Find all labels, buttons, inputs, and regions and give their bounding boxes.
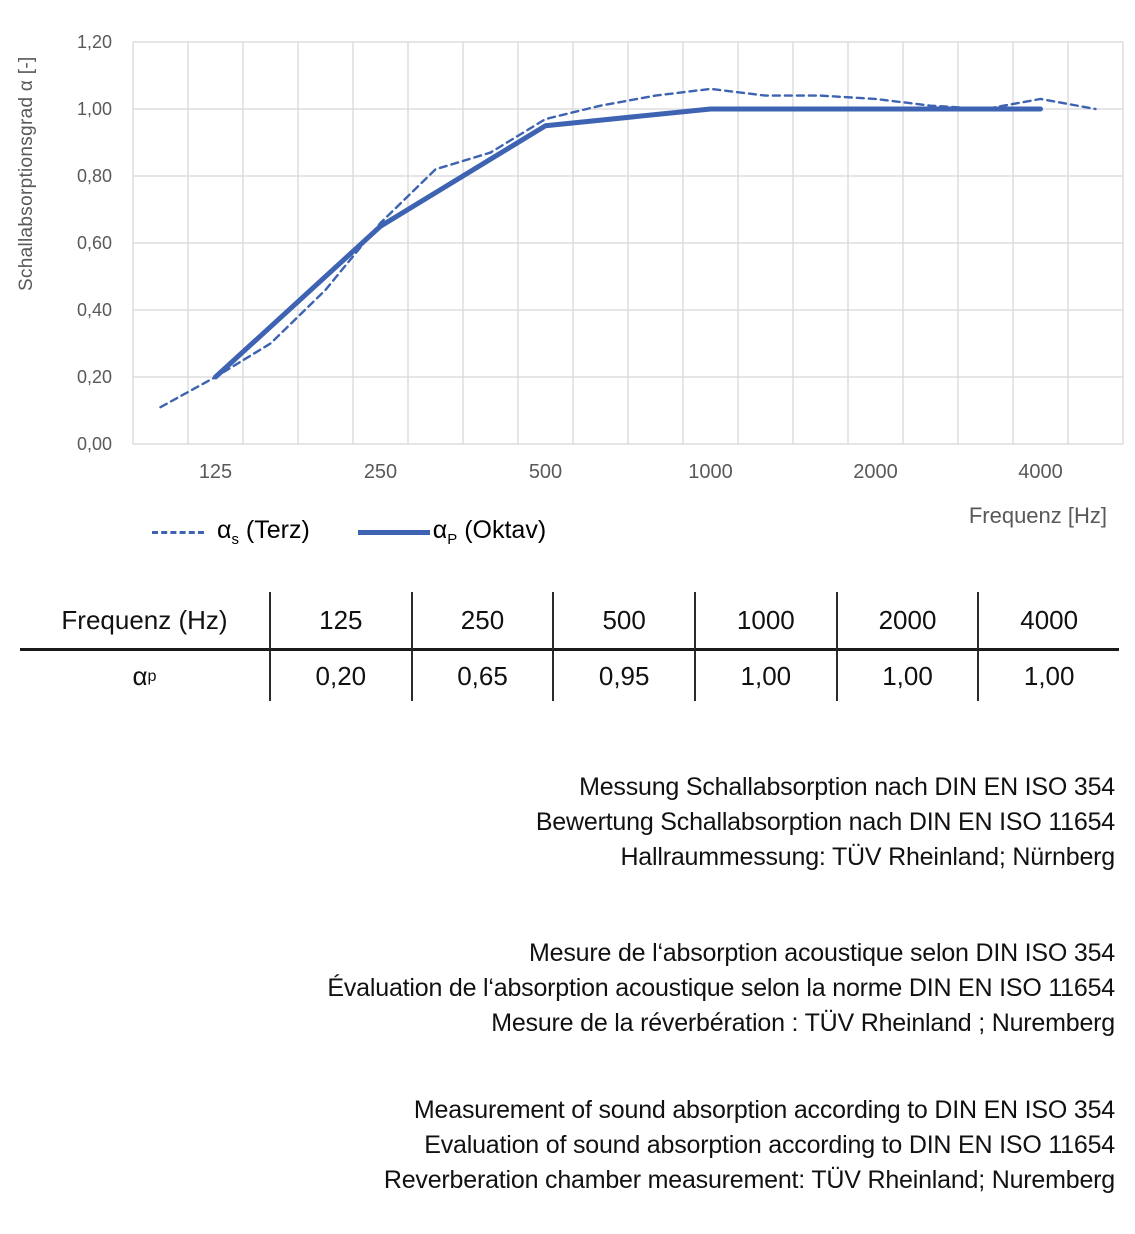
notes-french — [15, 936, 1115, 1041]
note-line: Évaluation de l‘absorption acoustique selon la norme DIN EN ISO 11654 — [327, 974, 1115, 1002]
table-header-cell: 1000 — [694, 592, 836, 651]
frequency-table — [20, 592, 1119, 701]
x-tick-label: 500 — [528, 461, 563, 483]
y-tick-label: 0,80 — [76, 166, 112, 186]
legend-text: (Terz) — [238, 516, 310, 544]
x-tick-label: 1000 — [688, 461, 733, 483]
note-line: Reverberation chamber measurement: TÜV Rheinland; Nuremberg — [383, 1166, 1115, 1194]
table-header-cell: 2000 — [836, 592, 978, 651]
table-header-label: Frequenz (Hz) — [20, 592, 269, 651]
x-tick-label: 250 — [363, 461, 398, 483]
alpha-subscript: P — [447, 531, 458, 548]
table-value-cell: 0,20 — [269, 651, 411, 701]
y-tick-label: 0,20 — [76, 367, 112, 387]
note-line: Mesure de l‘absorption acoustique selon DIN ISO 354 — [529, 939, 1115, 967]
table-value-cell: 1,00 — [977, 651, 1119, 701]
x-tick-label: 4000 — [1018, 461, 1063, 483]
legend-item-alpha-s — [152, 516, 310, 548]
note-line: Mesure de la réverbération : TÜV Rheinland ; Nuremberg — [491, 1009, 1115, 1037]
note-line: Hallraummessung: TÜV Rheinland; Nürnberg — [620, 843, 1115, 871]
x-tick-label: 125 — [198, 461, 233, 483]
table-header-cell: 125 — [269, 592, 411, 651]
table-header-cell: 250 — [411, 592, 553, 651]
table-value-cell: 1,00 — [836, 651, 978, 701]
table-value-cell: 0,65 — [411, 651, 553, 701]
chart-legend — [152, 512, 546, 552]
legend-item-alpha-p — [358, 516, 546, 548]
legend-solid-line-icon — [358, 530, 430, 535]
note-line: Bewertung Schallabsorption nach DIN EN ISO 11654 — [535, 808, 1115, 836]
table-row-label — [20, 651, 269, 701]
note-line: Messung Schallabsorption nach DIN EN ISO 354 — [579, 773, 1115, 801]
alpha-subscript: s — [231, 531, 239, 548]
table-header-cell: 500 — [552, 592, 694, 651]
chart-plot-area — [0, 0, 1135, 500]
alpha-subscript: p — [147, 666, 157, 685]
alpha-symbol: α — [132, 660, 148, 691]
legend-text: (Oktav) — [457, 516, 547, 544]
table-value-cell: 0,95 — [552, 651, 694, 701]
y-tick-label: 1,20 — [76, 32, 112, 52]
y-tick-label: 1,00 — [76, 99, 112, 119]
legend-label-alpha-s — [217, 516, 310, 548]
y-tick-label: 0,00 — [76, 434, 112, 454]
x-axis-title: Frequenz [Hz] — [968, 503, 1107, 528]
note-line: Evaluation of sound absorption according to DIN EN ISO 11654 — [424, 1131, 1115, 1159]
notes-german — [15, 770, 1115, 875]
y-axis-title: Schallabsorptionsgrad α [-] — [16, 56, 37, 292]
table-header-cell: 4000 — [977, 592, 1119, 651]
legend-label-alpha-p — [433, 516, 546, 548]
y-tick-label: 0,40 — [76, 300, 112, 320]
table-value-cell: 1,00 — [694, 651, 836, 701]
absorption-chart — [0, 0, 1135, 560]
notes-english — [15, 1093, 1115, 1198]
x-tick-label: 2000 — [853, 461, 898, 483]
y-tick-label: 0,60 — [76, 233, 112, 253]
note-line: Measurement of sound absorption according to DIN EN ISO 354 — [413, 1096, 1115, 1124]
legend-dashed-line-icon — [152, 531, 204, 534]
alpha-symbol: α — [432, 516, 448, 544]
alpha-symbol: α — [217, 516, 232, 544]
